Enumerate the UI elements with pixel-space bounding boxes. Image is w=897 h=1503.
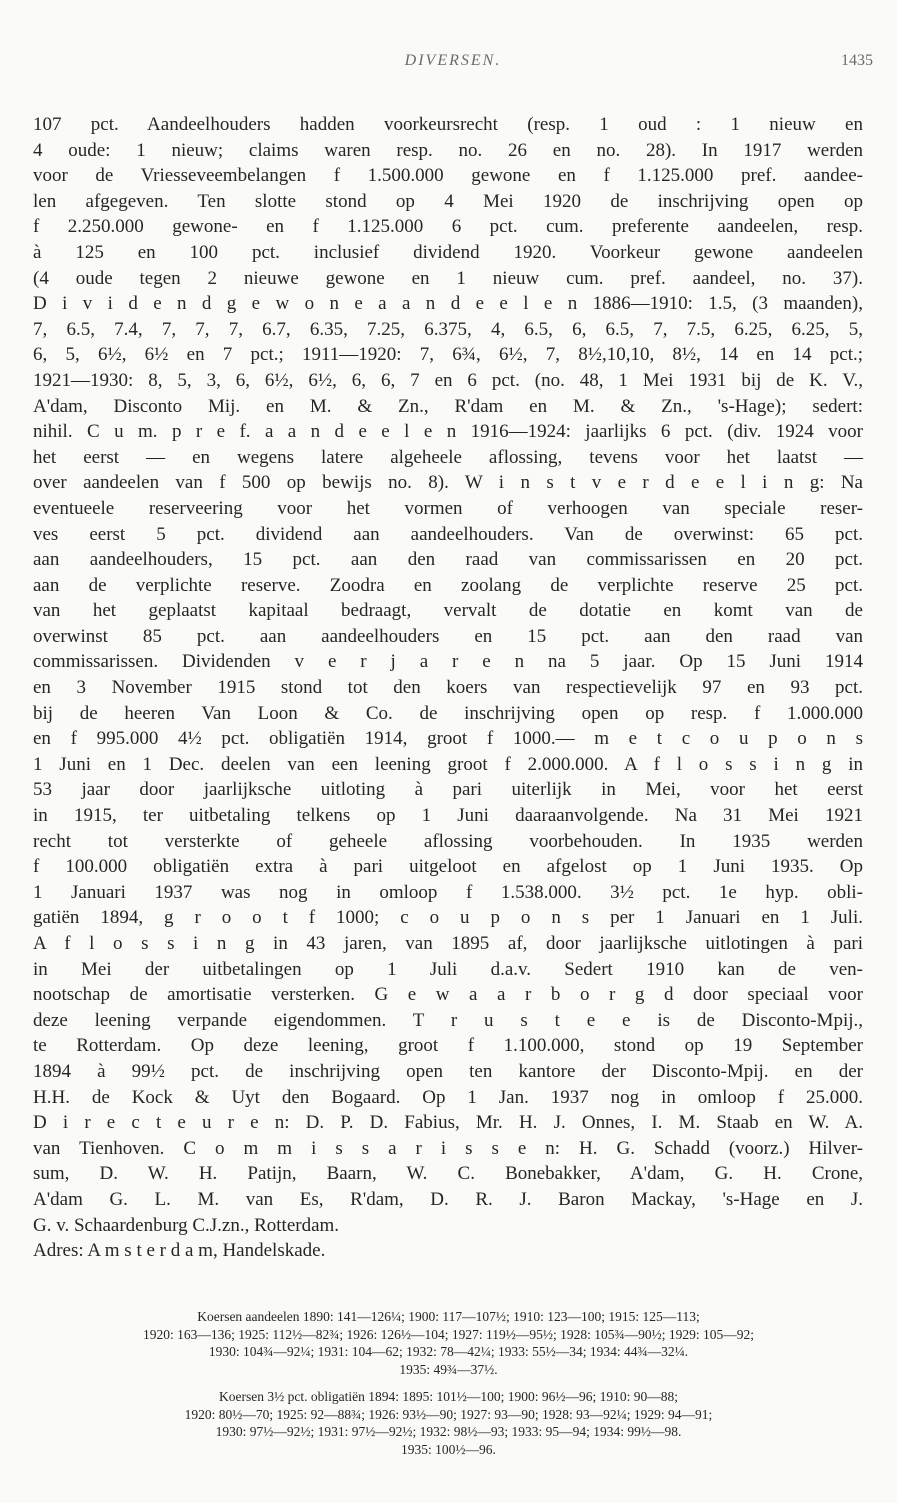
price-line: 1935: 49¾—37½. (399, 1361, 498, 1377)
text-line: aan de verplichte reserve. Zoodra en zoolang de verplichte reserve 25 pct. (33, 574, 863, 596)
text-line: van Tienhoven. C o m m i s s a r i s s e n: H. G. Schadd (voorz.) Hilver- (33, 1137, 863, 1159)
text-line: 1 Januari 1937 was nog in omloop f 1.538.000. 3½ pct. 1e hyp. obli- (33, 881, 863, 903)
text-line: eventueele reserveering voor het vormen of verhoogen van speciale reser- (33, 497, 863, 519)
share-prices-table (20, 1308, 877, 1378)
text-line: D i v i d e n d g e w o n e a a n d e e l e n 1886—1910: 1.5, (3 maanden), (33, 293, 863, 315)
price-line: 1930: 97½—92½; 1931: 97½—92½; 1932: 98½—93; 1933: 95—94; 1934: 99½—98. (215, 1424, 682, 1439)
text-line: A'dam G. L. M. van Es, R'dam, D. R. J. Baron Mackay, 's-Hage en J. (33, 1188, 863, 1210)
text-line: over aandeelen van f 500 op bewijs no. 8). W i n s t v e r d e e l i n g: Na (33, 472, 863, 494)
text-line: deze leening verpande eigendommen. T r u s t e e is de Disconto-Mpij., (33, 1009, 863, 1031)
text-line: G. v. Schaardenburg C.J.zn., Rotterdam. (33, 1214, 340, 1236)
text-line: ves eerst 5 pct. dividend aan aandeelhouders. Van de overwinst: 65 pct. (33, 523, 863, 545)
text-line: A'dam, Disconto Mij. en M. & Zn., R'dam en M. & Zn., 's-Hage); sedert: (33, 395, 863, 417)
text-line: f 2.250.000 gewone- en f 1.125.000 6 pct. cum. preferente aandeelen, resp. (33, 216, 863, 238)
text-line: sum, D. W. H. Patijn, Baarn, W. C. Bonebakker, A'dam, G. H. Crone, (33, 1163, 863, 1185)
text-line: H.H. de Kock & Uyt den Bogaard. Op 1 Jan. 1937 nog in omloop f 25.000. (33, 1086, 863, 1108)
text-line: bij de heeren Van Loon & Co. de inschrijving open op resp. f 1.000.000 (33, 702, 863, 724)
text-line: voor de Vriesseveembelangen f 1.500.000 gewone en f 1.125.000 pref. aandee- (33, 165, 863, 187)
text-line: het eerst — en wegens latere algeheele aflossing, tevens voor het laatst — (33, 446, 863, 468)
text-line: 53 jaar door jaarlijksche uitloting à pari uiterlijk in Mei, voor het eerst (33, 779, 863, 801)
text-line: gatiën 1894, g r o o t f 1000; c o u p o n s per 1 Januari en 1 Juli. (33, 907, 863, 929)
text-line: f 100.000 obligatiën extra à pari uitgeloot en afgelost op 1 Juni 1935. Op (33, 856, 863, 878)
text-line: in 1915, ter uitbetaling telkens op 1 Juni daaraanvolgende. Na 31 Mei 1921 (33, 805, 863, 827)
text-line: commissarissen. Dividenden v e r j a r e n na 5 jaar. Op 15 Juni 1914 (33, 651, 863, 673)
page-number: 1435 (841, 52, 873, 69)
price-line: 1935: 100½—96. (401, 1441, 496, 1457)
text-line: 107 pct. Aandeelhouders hadden voorkeursrecht (resp. 1 oud : 1 nieuw en (33, 114, 863, 135)
text-line: 7, 6.5, 7.4, 7, 7, 7, 6.7, 6.35, 7.25, 6.375, 4, 6.5, 6, 6.5, 7, 7.5, 6.25, 6.25, 5, (33, 318, 863, 340)
text-line: D i r e c t e u r e n: D. P. D. Fabius, Mr. H. J. Onnes, I. M. Staab en W. A. (33, 1112, 863, 1134)
text-line: 6, 5, 6½, 6½ en 7 pct.; 1911—1920: 7, 6¾, 6½, 7, 8½,10,10, 8½, 14 en 14 pct.; (33, 344, 863, 366)
text-line: overwinst 85 pct. aan aandeelhouders en 15 pct. aan den raad van (33, 625, 863, 647)
text-line: recht tot versterkte of geheele aflossing voorbehouden. In 1935 werden (33, 830, 863, 852)
text-line: 1 Juni en 1 Dec. deelen van een leening groot f 2.000.000. A f l o s s i n g in (33, 753, 863, 775)
price-line: 1930: 104¾—92¼; 1931: 104—62; 1932: 78—42¼; 1933: 55½—34; 1934: 44¾—32¼. (208, 1344, 689, 1359)
price-line: Koersen aandeelen 1890: 141—126¼; 1900: 117—107½; 1910: 123—100; 1915: 125—113; (197, 1309, 700, 1324)
body-text (33, 112, 863, 1264)
text-line: A f l o s s i n g in 43 jaren, van 1895 af, door jaarlijksche uitlotingen à pari (33, 933, 863, 954)
price-line: 1920: 163—136; 1925: 112½—82¾; 1926: 126½—104; 1927: 119½—95½; 1928: 105¾—90½; 1929: 105—92; (142, 1326, 754, 1342)
text-line: len afgegeven. Ten slotte stond op 4 Mei 1920 de inschrijving open op (33, 190, 863, 212)
text-line: (4 oude tegen 2 nieuwe gewone en 1 nieuw cum. pref. aandeel, no. 37). (33, 267, 863, 289)
text-line: te Rotterdam. Op deze leening, groot f 1.100.000, stond op 19 September (33, 1035, 863, 1057)
price-line: Koersen 3½ pct. obligatiën 1894: 1895: 101½—100; 1900: 96½—96; 1910: 90—88; (219, 1389, 678, 1404)
text-line: aan aandeelhouders, 15 pct. aan den raad van commissarissen en 20 pct. (33, 549, 863, 571)
bond-prices-table (20, 1388, 877, 1458)
text-line: nihil. C u m. p r e f. a a n d e e l e n 1916—1924: jaarlijks 6 pct. (div. 1924 voor (33, 421, 863, 443)
text-line: à 125 en 100 pct. inclusief dividend 1920. Voorkeur gewone aandeelen (33, 241, 863, 263)
text-line: en f 995.000 4½ pct. obligatiën 1914, groot f 1000.— m e t c o u p o n s (33, 728, 863, 750)
price-line: 1920: 80½—70; 1925: 92—88¾; 1926: 93½—90; 1927: 93—90; 1928: 93—92¼; 1929: 94—91; (184, 1406, 713, 1422)
running-title: DIVERSEN. (404, 52, 502, 69)
text-line: 1921—1930: 8, 5, 3, 6, 6½, 6½, 6, 6, 7 en 6 pct. (no. 48, 1 Mei 1931 bij de K. V., (33, 369, 863, 391)
address-line: Adres: A m s t e r d a m, Handelskade. (33, 1240, 326, 1262)
text-line: nootschap de amortisatie versterken. G e w a a r b o r g d door speciaal voor (33, 984, 863, 1006)
text-line: 1894 à 99½ pct. de inschrijving open ten kantore der Disconto-Mpij. en der (33, 1060, 863, 1082)
text-line: van het geplaatst kapitaal bedraagt, vervalt de dotatie en komt van de (33, 600, 863, 622)
page-header (33, 52, 873, 76)
text-line: in Mei der uitbetalingen op 1 Juli d.a.v. Sedert 1910 kan de ven- (33, 958, 863, 980)
text-line: 4 oude: 1 nieuw; claims waren resp. no. 26 en no. 28). In 1917 werden (33, 139, 863, 161)
text-line: en 3 November 1915 stond tot den koers van respectievelijk 97 en 93 pct. (33, 677, 863, 699)
